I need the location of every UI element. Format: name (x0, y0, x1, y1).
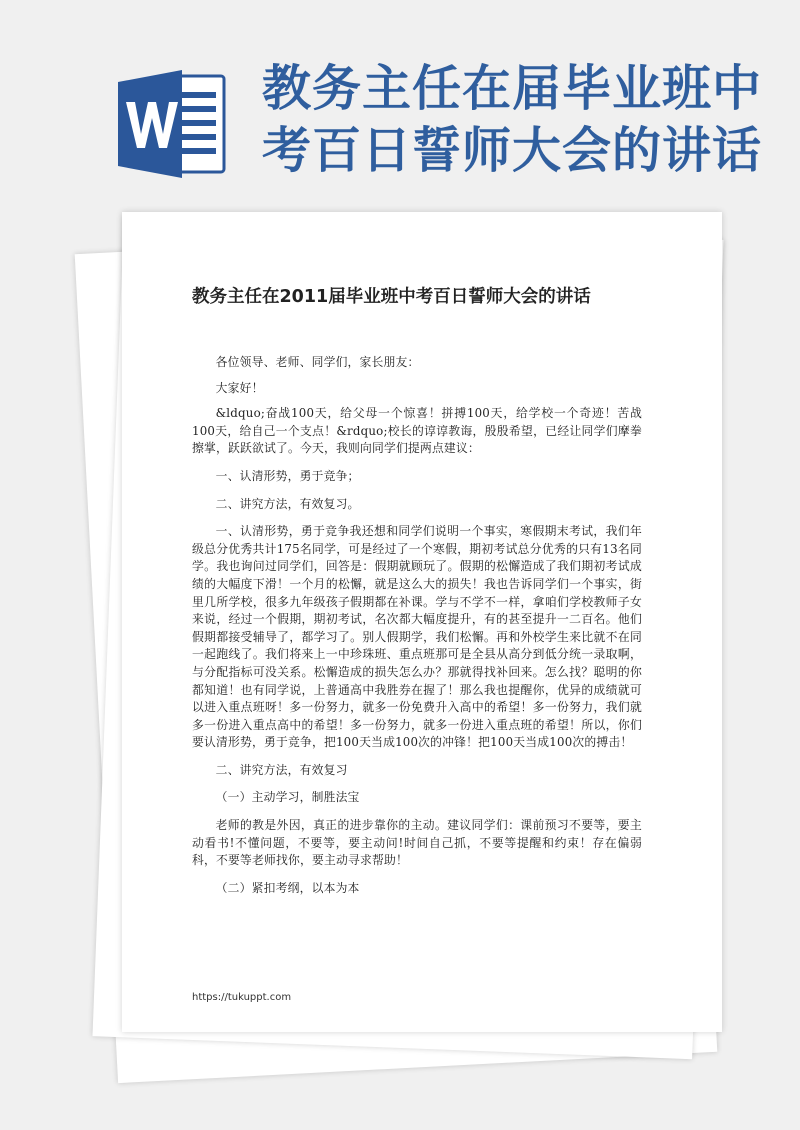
banner-title (262, 58, 782, 182)
paragraph-salutation: 各位领导、老师、同学们，家长朋友： (215, 355, 420, 369)
document-page (122, 212, 722, 1032)
paragraph-subsection-2-heading: （二）紧扣考纲，以本为本 (215, 880, 360, 895)
paragraph-subsection-1: 老师的教是外因，真正的进步靠你的主动。建议同学们：课前预习不要等，要主动看书!不懂问题，不要等，要主动问!时间自己抓，不要等提醒和约束！存在偏弱科，不要等老师找你，要主动寻求帮助！ (192, 818, 642, 868)
banner-title-line-2: 考百日誓师大会的讲话 (262, 122, 763, 179)
paragraph-greeting: 大家好！ (215, 380, 264, 395)
paragraph-section-2-heading: 二、讲究方法，有效复习 (215, 762, 348, 777)
footer-url: https://tukuppt.com (192, 992, 292, 1003)
paragraph-subsection-1-heading: （一）主动学习，制胜法宝 (215, 790, 360, 805)
document-body (192, 354, 642, 907)
document-title: 教务主任在2011届毕业班中考百日誓师大会的讲话 (192, 287, 591, 307)
banner-title-line-1: 教务主任在届毕业班中 (262, 60, 763, 117)
paragraph-point-2: 二、讲究方法，有效复习。 (215, 496, 360, 511)
word-icon (118, 68, 228, 180)
paragraph-point-1: 一、认清形势，勇于竞争； (215, 468, 360, 483)
paragraph-section-1: 一、认清形势，勇于竞争我还想和同学们说明一个事实，寒假期末考试，我们年级总分优秀共计175名同学，可是经过了一个寒假，期初考试总分优秀的只有13名同学。我也询问过同学们，回答是：假期就顾玩了。假期的松懈造成了我们期初考试成绩的大幅度下滑！一个月的松懈，就是这么大的损失！我也告诉同学们一个事实，街里几所学校，很多九年级孩子假期都在补课。学与不学不一样，拿咱们学校教师子女来说，经过一个假期，期初考试，名次都大幅度提升，有的甚至提升一二百名。他们假期都接受辅导了，都学习了。别人假期学，我们松懈。再和外校学生来比就不在同一起跑线了。我们将来上一中珍珠班、重点班那可是全县从高分到低分统一录取啊，与分配指标可没关系。松懈造成的损失怎么办？那就得找补回来。怎么找？聪明的你都知道！也有同学说，上普通高中我胜券在握了！那么我也提醒你，优异的成绩就可以进入重点班呀！多一份努力，就多一份免费升入高中的希望！多一份努力，我们就多一份进入重点高中的希望！多一份努力，就多一份进入重点班的希望！所以，你们要认清形势，勇于竞争，把100天当成100次的冲锋！把100天当成100次的搏击！ (192, 524, 642, 750)
paragraph-intro: &ldquo;奋战100天，给父母一个惊喜！拼搏100天，给学校一个奇迹！苦战100天，给自己一个支点！&rdquo;校长的谆谆教诲，殷殷希望，已经让同学们摩拳擦掌，跃跃欲试了。今天，我则向同学们提两点建议： (192, 406, 642, 456)
